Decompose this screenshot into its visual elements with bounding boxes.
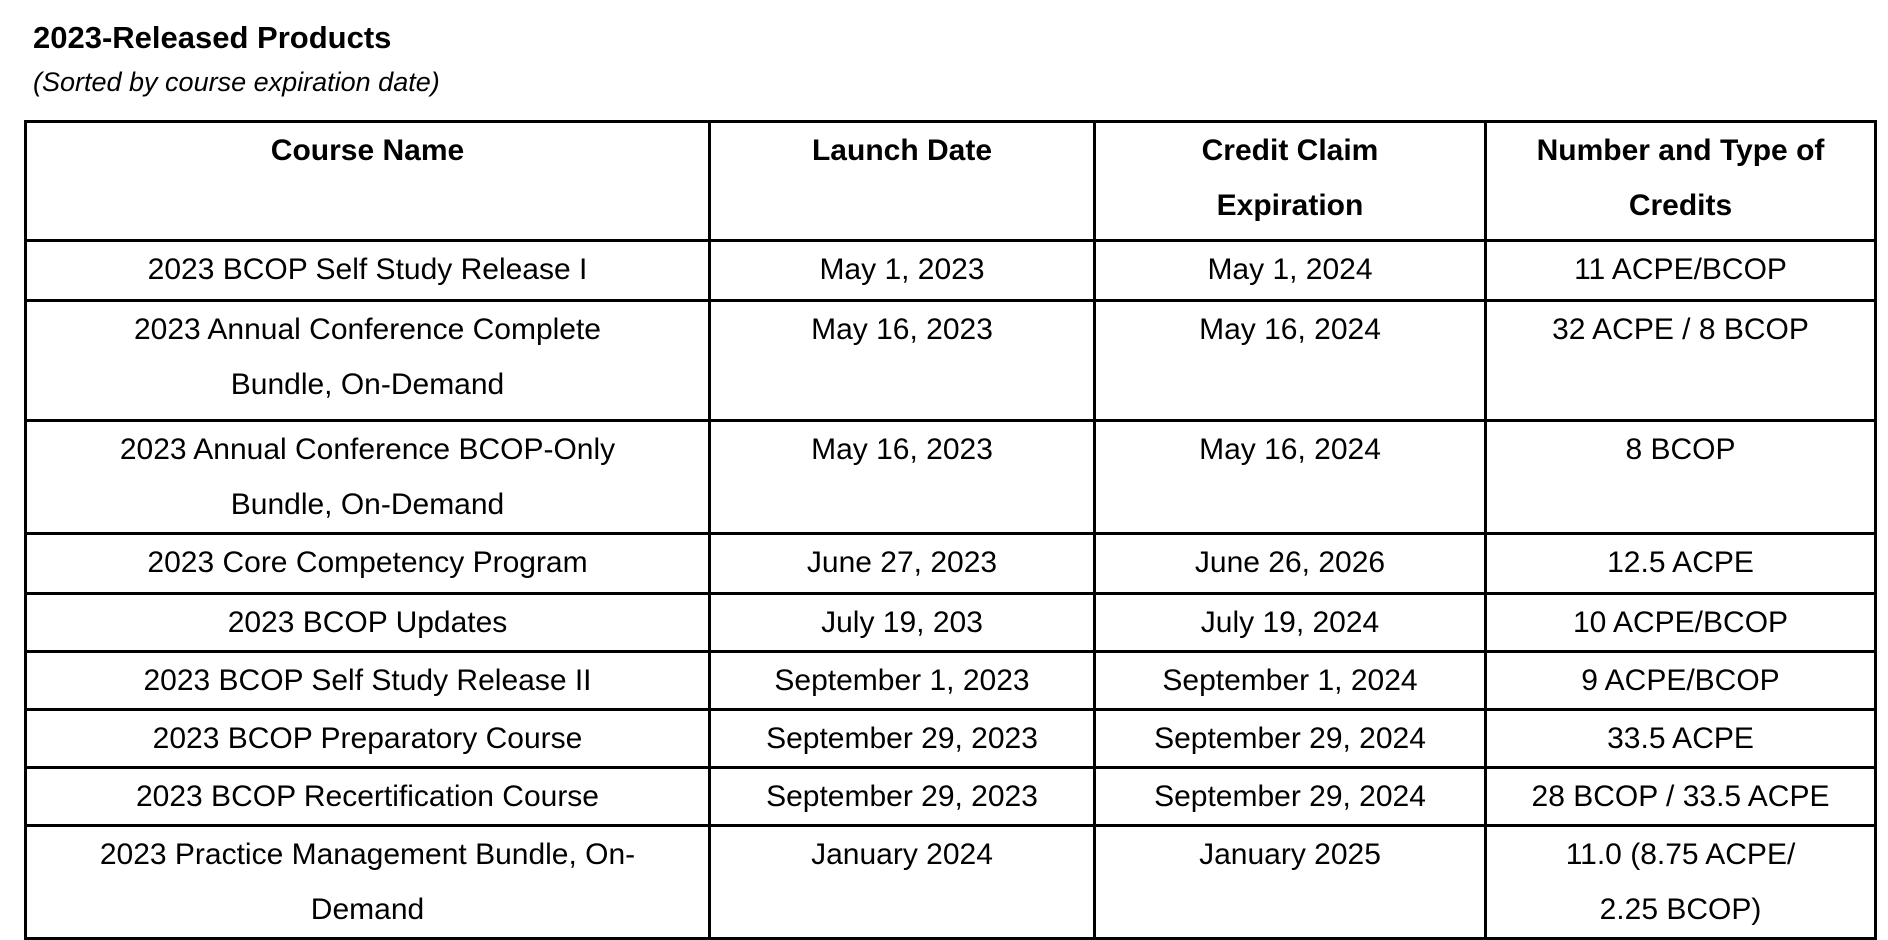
expiration-cell: May 1, 2024 (1095, 241, 1486, 301)
course-name-cell: 2023 BCOP Recertification Course (26, 768, 710, 826)
products-table (24, 120, 1877, 940)
page-subtitle: (Sorted by course expiration date) (33, 67, 440, 97)
expiration-cell: January 2025 (1095, 826, 1486, 939)
launch-date-cell: September 1, 2023 (710, 652, 1095, 710)
credits-cell: 8 BCOP (1486, 421, 1876, 534)
course-name-cell: 2023 Annual Conference Complete Bundle, On-Demand (26, 301, 710, 421)
table-row (26, 421, 1876, 534)
credits-cell: 10 ACPE/BCOP (1486, 594, 1876, 652)
launch-date-cell: September 29, 2023 (710, 710, 1095, 768)
credits-cell: 32 ACPE / 8 BCOP (1486, 301, 1876, 421)
expiration-cell: June 26, 2026 (1095, 534, 1486, 594)
launch-date-cell: June 27, 2023 (710, 534, 1095, 594)
expiration-cell: July 19, 2024 (1095, 594, 1486, 652)
credits-cell: 33.5 ACPE (1486, 710, 1876, 768)
course-name-cell: 2023 BCOP Self Study Release II (26, 652, 710, 710)
column-header-credit-claim-expiration: Credit Claim Expiration (1095, 122, 1486, 241)
expiration-cell: May 16, 2024 (1095, 301, 1486, 421)
course-name-cell: 2023 Annual Conference BCOP-Only Bundle, On-Demand (26, 421, 710, 534)
credits-cell: 11.0 (8.75 ACPE/ 2.25 BCOP) (1486, 826, 1876, 939)
table-row (26, 534, 1876, 594)
table-row (26, 710, 1876, 768)
column-header-course-name: Course Name (26, 122, 710, 241)
table-row (26, 652, 1876, 710)
table-row (26, 768, 1876, 826)
table-row (26, 301, 1876, 421)
expiration-cell: September 1, 2024 (1095, 652, 1486, 710)
launch-date-cell: September 29, 2023 (710, 768, 1095, 826)
launch-date-cell: May 1, 2023 (710, 241, 1095, 301)
course-name-cell: 2023 Practice Management Bundle, On- Demand (26, 826, 710, 939)
launch-date-cell: January 2024 (710, 826, 1095, 939)
expiration-cell: May 16, 2024 (1095, 421, 1486, 534)
launch-date-cell: May 16, 2023 (710, 301, 1095, 421)
launch-date-cell: July 19, 203 (710, 594, 1095, 652)
column-header-launch-date: Launch Date (710, 122, 1095, 241)
table-row (26, 594, 1876, 652)
page-title: 2023-Released Products (33, 20, 392, 55)
credits-cell: 12.5 ACPE (1486, 534, 1876, 594)
column-header-credits: Number and Type of Credits (1486, 122, 1876, 241)
course-name-cell: 2023 BCOP Self Study Release I (26, 241, 710, 301)
credits-cell: 11 ACPE/BCOP (1486, 241, 1876, 301)
course-name-cell: 2023 BCOP Updates (26, 594, 710, 652)
table-row (26, 826, 1876, 939)
credits-cell: 9 ACPE/BCOP (1486, 652, 1876, 710)
table-header-row (26, 122, 1876, 241)
course-name-cell: 2023 Core Competency Program (26, 534, 710, 594)
credits-cell: 28 BCOP / 33.5 ACPE (1486, 768, 1876, 826)
expiration-cell: September 29, 2024 (1095, 710, 1486, 768)
expiration-cell: September 29, 2024 (1095, 768, 1486, 826)
launch-date-cell: May 16, 2023 (710, 421, 1095, 534)
table-row (26, 241, 1876, 301)
course-name-cell: 2023 BCOP Preparatory Course (26, 710, 710, 768)
